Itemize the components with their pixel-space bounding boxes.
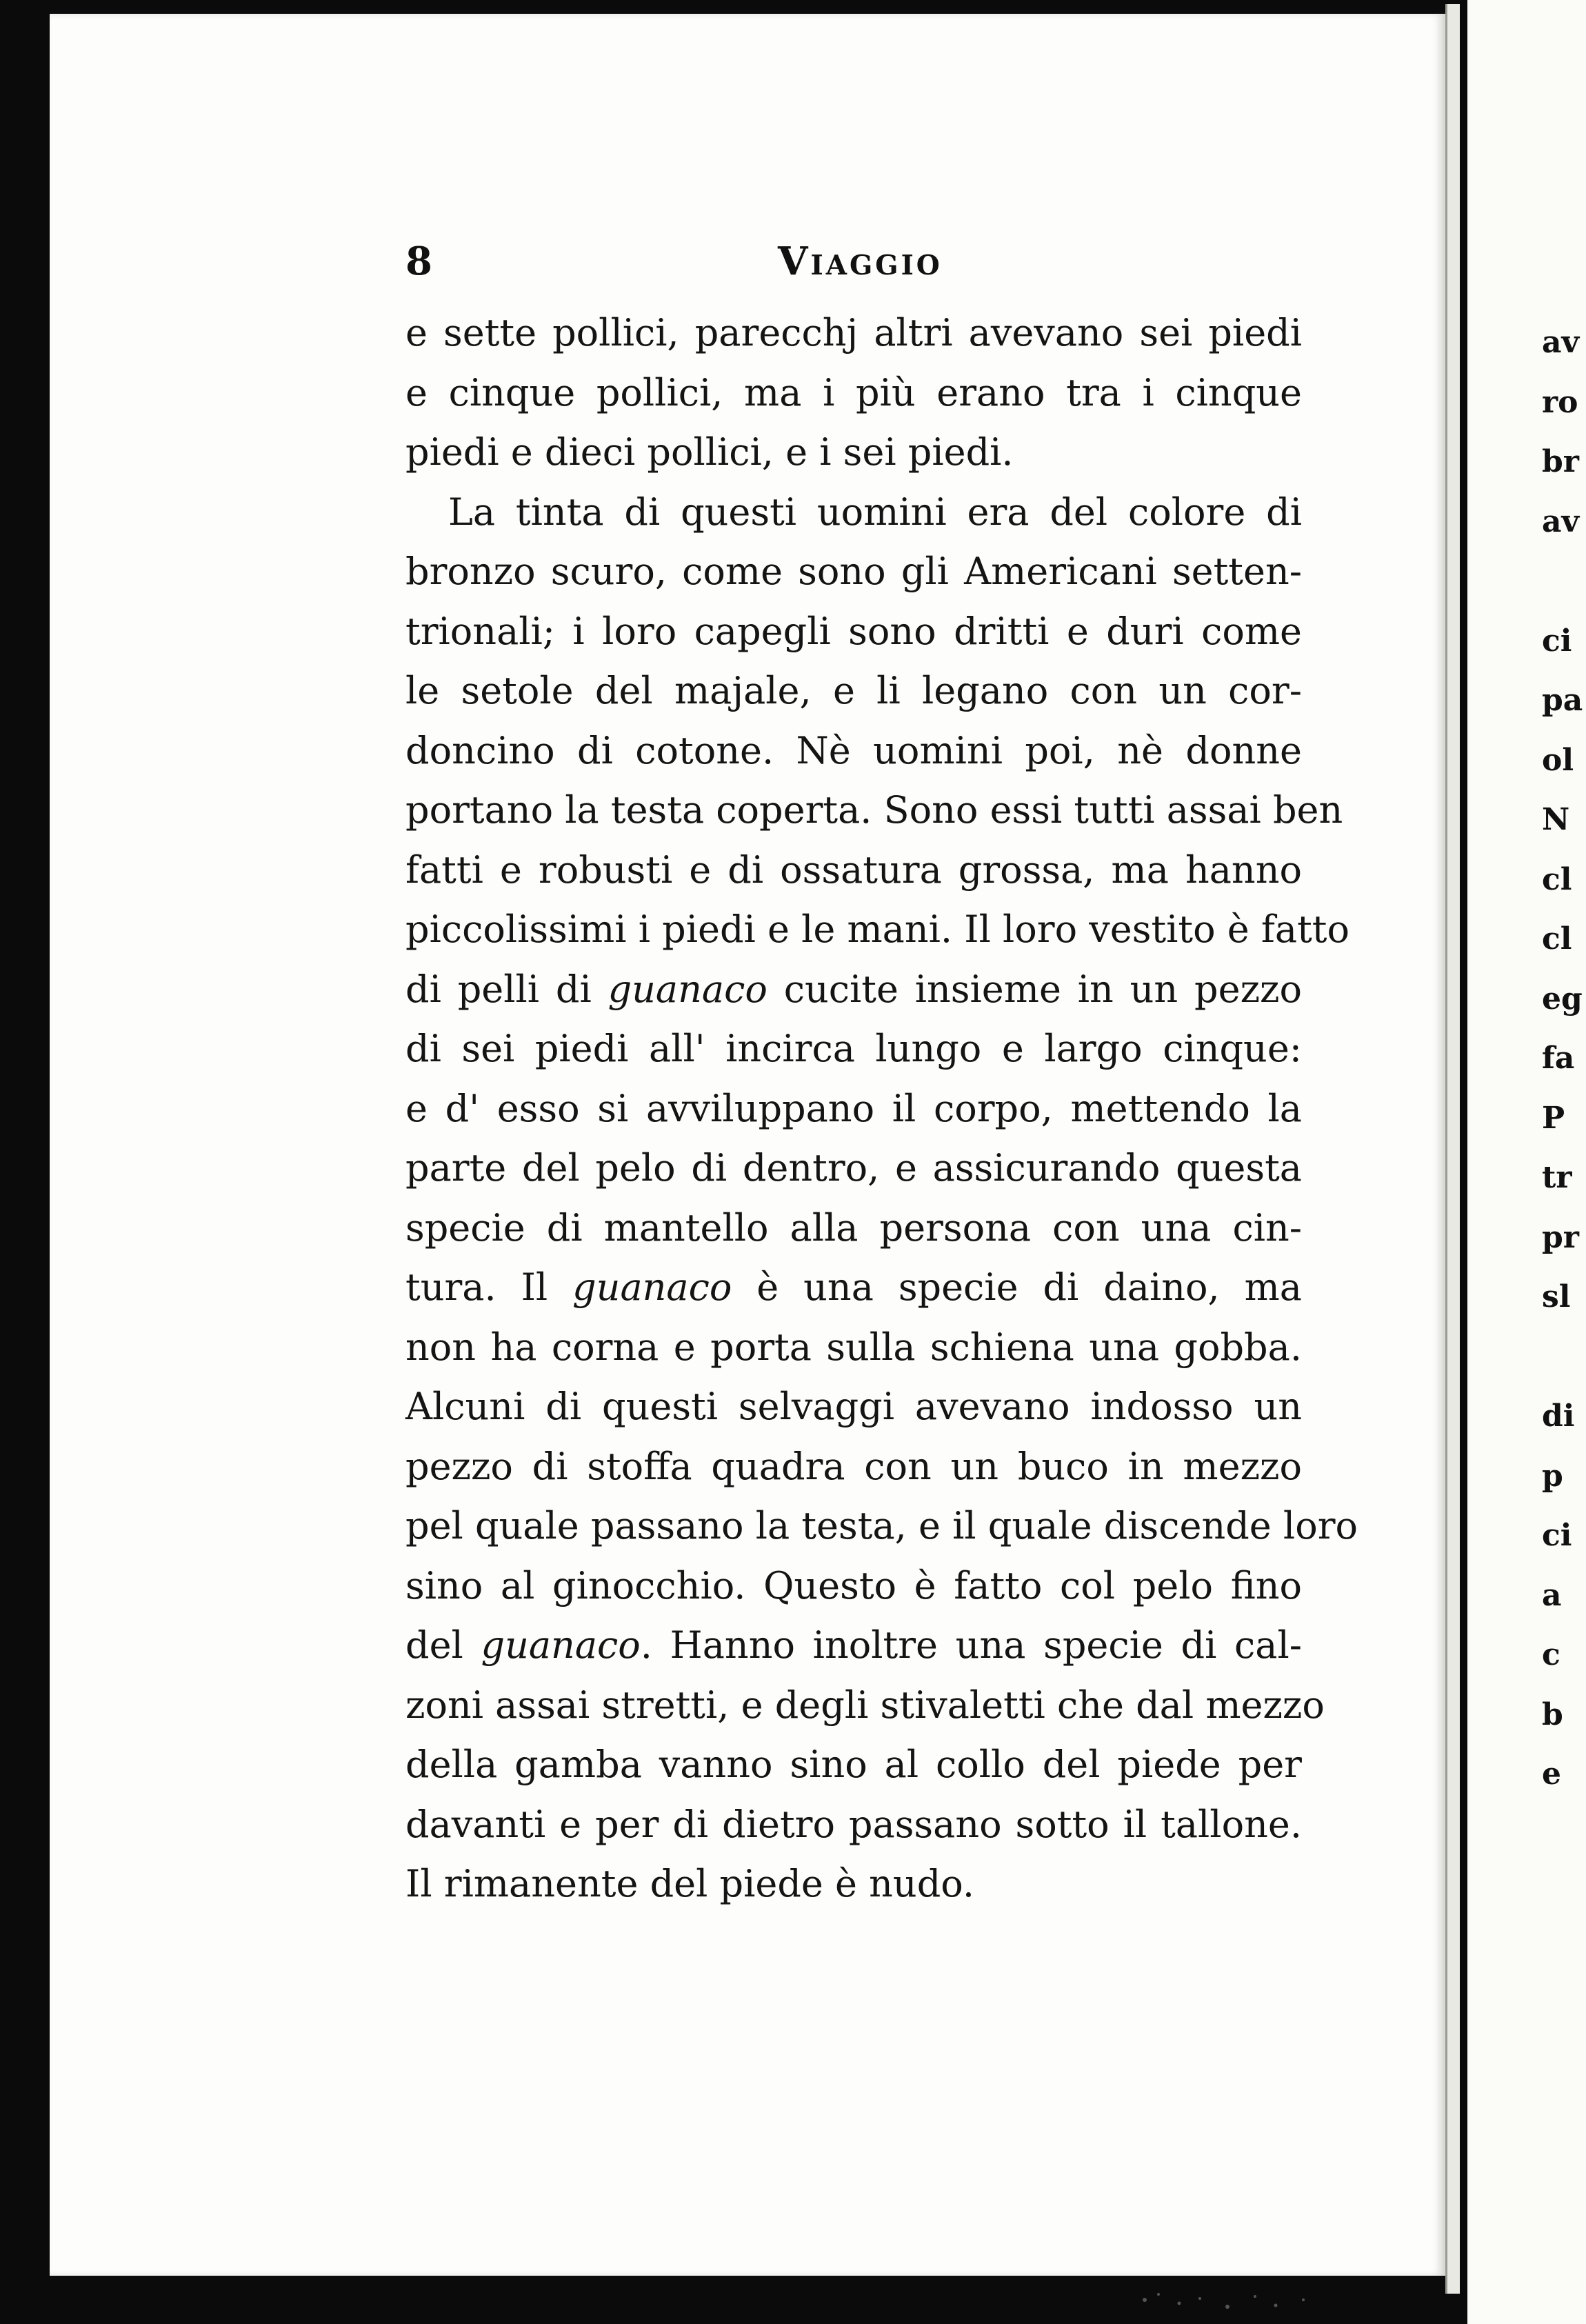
facing-page-fragment: pa [1542, 683, 1583, 718]
italic-word: guanaco [481, 1623, 641, 1667]
text-line: di sei piedi all' incirca lungo e largo cinque: [405, 1027, 1302, 1070]
text-line: trionali; i loro capegli sono dritti e duri come [405, 609, 1302, 653]
text-line: La tinta di questi uomini era del colore di [448, 490, 1302, 534]
text-line-pre: di pelli di [405, 967, 608, 1011]
facing-page-fragment: fa [1542, 1041, 1575, 1076]
facing-page-fragment: N [1542, 802, 1570, 837]
text-line: della gamba vanno sino al collo del piede per [405, 1743, 1302, 1786]
text-line: e sette pollici, parecchj altri avevano sei piedi [405, 311, 1302, 354]
facing-page-fragment: e [1542, 1756, 1561, 1792]
text-line: parte del pelo di dentro, e assicurando questa [405, 1146, 1302, 1190]
text-line [405, 1616, 1302, 1676]
scan-specks [1117, 2279, 1393, 2321]
facing-page-fragment: b [1542, 1696, 1563, 1732]
text-line: non ha corna e porta sulla schiena una gobba. [405, 1325, 1302, 1369]
facing-page-fragment: a [1542, 1577, 1562, 1613]
page-header [405, 239, 1302, 288]
text-line: e d' esso si avviluppano il corpo, mettendo la [405, 1086, 1302, 1130]
text-line-pre: del [405, 1623, 481, 1667]
page-gutter-edge [1445, 4, 1460, 2294]
text-line-post: è una specie di daino, ma [732, 1265, 1302, 1309]
italic-word: guanaco [572, 1265, 732, 1309]
running-head: Viaggio [778, 239, 943, 284]
facing-page-fragment: ol [1542, 742, 1574, 778]
text-line: specie di mantello alla persona con una cin- [405, 1205, 1302, 1250]
text-line: pel quale passano la testa, e il quale discende loro [405, 1504, 1358, 1547]
facing-page-fragment: ro [1542, 384, 1578, 420]
text-line [405, 1258, 1302, 1318]
text-line: davanti e per di dietro passano sotto il tallone. [405, 1802, 1302, 1846]
text-line: piccolissimi i piedi e le mani. Il loro vestito è fatto [405, 908, 1350, 951]
facing-page-fragment: cl [1542, 861, 1572, 897]
facing-page-fragment: di [1542, 1399, 1575, 1434]
italic-word: guanaco [608, 967, 767, 1011]
facing-page-fragment: eg [1542, 981, 1583, 1016]
text-line: fatti e robusti e di ossatura grossa, ma hanno [405, 848, 1302, 892]
text-line: Il rimanente del piede è nudo. [405, 1862, 975, 1905]
page-number: 8 [405, 239, 432, 284]
facing-page-fragment: tr [1542, 1160, 1572, 1195]
text-line-pre: tura. Il [405, 1265, 573, 1309]
text-line: bronzo scuro, come sono gli Americani setten- [405, 550, 1302, 593]
text-line: piedi e dieci pollici, e i sei piedi. [405, 430, 1014, 474]
text-line: doncino di cotone. Nè uomini poi, nè donne [405, 728, 1302, 772]
text-line: pezzo di stoffa quadra con un buco in mezzo [405, 1444, 1302, 1488]
text-line [405, 960, 1302, 1020]
text-line: Alcuni di questi selvaggi avevano indosso un [405, 1385, 1302, 1428]
text-line-post: . Hanno inoltre una specie di cal- [640, 1623, 1303, 1667]
text-line-post: cucite insieme in un pezzo [767, 967, 1302, 1011]
facing-page-fragment: ci [1542, 1518, 1572, 1553]
facing-page-fragment: br [1542, 444, 1579, 479]
facing-page-fragment: av [1542, 503, 1580, 539]
facing-page-fragment: pr [1542, 1219, 1579, 1255]
text-line: portano la testa coperta. Sono essi tutti assai ben [405, 788, 1343, 832]
text-line: e cinque pollici, ma i più erano tra i cinque [405, 370, 1302, 414]
body-text [405, 303, 1358, 1914]
text-line: zoni assai stretti, e degli stivaletti che dal mezzo [405, 1683, 1325, 1727]
facing-page-fragment: sl [1542, 1279, 1571, 1314]
facing-page-fragment: p [1542, 1458, 1563, 1494]
facing-page-fragment: P [1542, 1100, 1565, 1136]
facing-page-fragment: c [1542, 1637, 1560, 1672]
text-line: sino al ginocchio. Questo è fatto col pelo fino [405, 1563, 1302, 1607]
facing-page-fragment: cl [1542, 921, 1572, 956]
facing-page-fragment: av [1542, 325, 1580, 360]
facing-page-fragment: ci [1542, 623, 1572, 659]
text-line: le setole del majale, e li legano con un cor- [405, 669, 1302, 712]
